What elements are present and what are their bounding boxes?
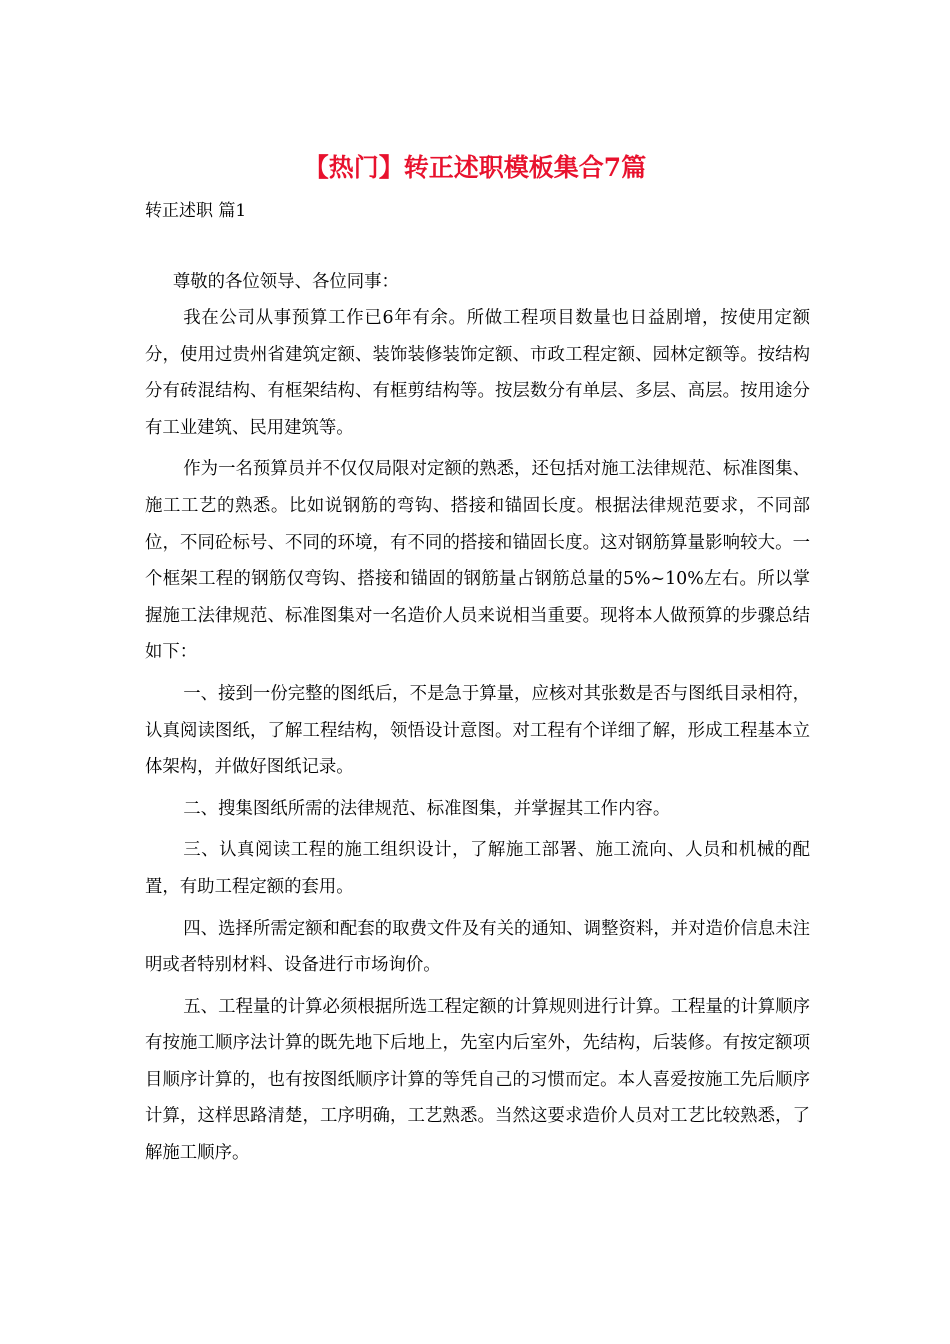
salutation: 尊敬的各位领导、各位同事： bbox=[172, 272, 399, 292]
document-title: 【热门】转正述职模板集合7篇 bbox=[303, 153, 647, 182]
paragraph-4: 二、搜集图纸所需的法律规范、标准图集，并掌握其工作内容。 bbox=[183, 798, 671, 819]
paragraph-2: 作为一名预算员并不仅仅局限对定额的熟悉，还包括对施工法律规范、标准图集、施工工艺的熟悉。比如说钢筋的弯钩、搭接和锚固长度。根据法律规范要求，不同部位，不同砼标号、不同的环境，有不同的搭接和锚固长度。这对钢筋算量影响较大。一个框架工程的钢筋仅弯钩、搭接和锚固的钢筋量占钢筋总量的5%~10%左右。所以掌握施工法律规范、标准图集对一名造价人员来说相当重要。现将本人做预算的步骤总结如下： bbox=[145, 459, 810, 663]
paragraph-6: 四、选择所需定额和配套的取费文件及有关的通知、调整资料，并对造价信息未注明或者特别材料、设备进行市场询价。 bbox=[145, 918, 810, 976]
paragraph-3: 一、接到一份完整的图纸后，不是急于算量，应核对其张数是否与图纸目录相符，认真阅读图纸，了解工程结构，领悟设计意图。对工程有个详细了解，形成工程基本立体架构，并做好图纸记录。 bbox=[145, 683, 810, 778]
document-body bbox=[145, 264, 810, 1177]
section-label: 转正述职 篇1 bbox=[145, 201, 247, 221]
paragraph-1: 我在公司从事预算工作已6年有余。所做工程项目数量也日益剧增，按使用定额分，使用过贵州省建筑定额、装饰装修装饰定额、市政工程定额、园林定额等。按结构分有砖混结构、有框架结构、有框剪结构等。按层数分有单层、多层、高层。按用途分有工业建筑、民用建筑等。 bbox=[145, 308, 810, 438]
paragraph-5: 三、认真阅读工程的施工组织设计，了解施工部署、施工流向、人员和机械的配置，有助工程定额的套用。 bbox=[145, 840, 810, 897]
paragraph-7: 五、工程量的计算必须根据所选工程定额的计算规则进行计算。工程量的计算顺序有按施工顺序法计算的既先地下后地上，先室内后室外，先结构，后装修。有按定额项目顺序计算的，也有按图纸顺序计算的等凭自己的习惯而定。本人喜爱按施工先后顺序计算，这样思路清楚，工序明确，工艺熟悉。当然这要求造价人员对工艺比较熟悉，了解施工顺序。 bbox=[145, 996, 810, 1164]
